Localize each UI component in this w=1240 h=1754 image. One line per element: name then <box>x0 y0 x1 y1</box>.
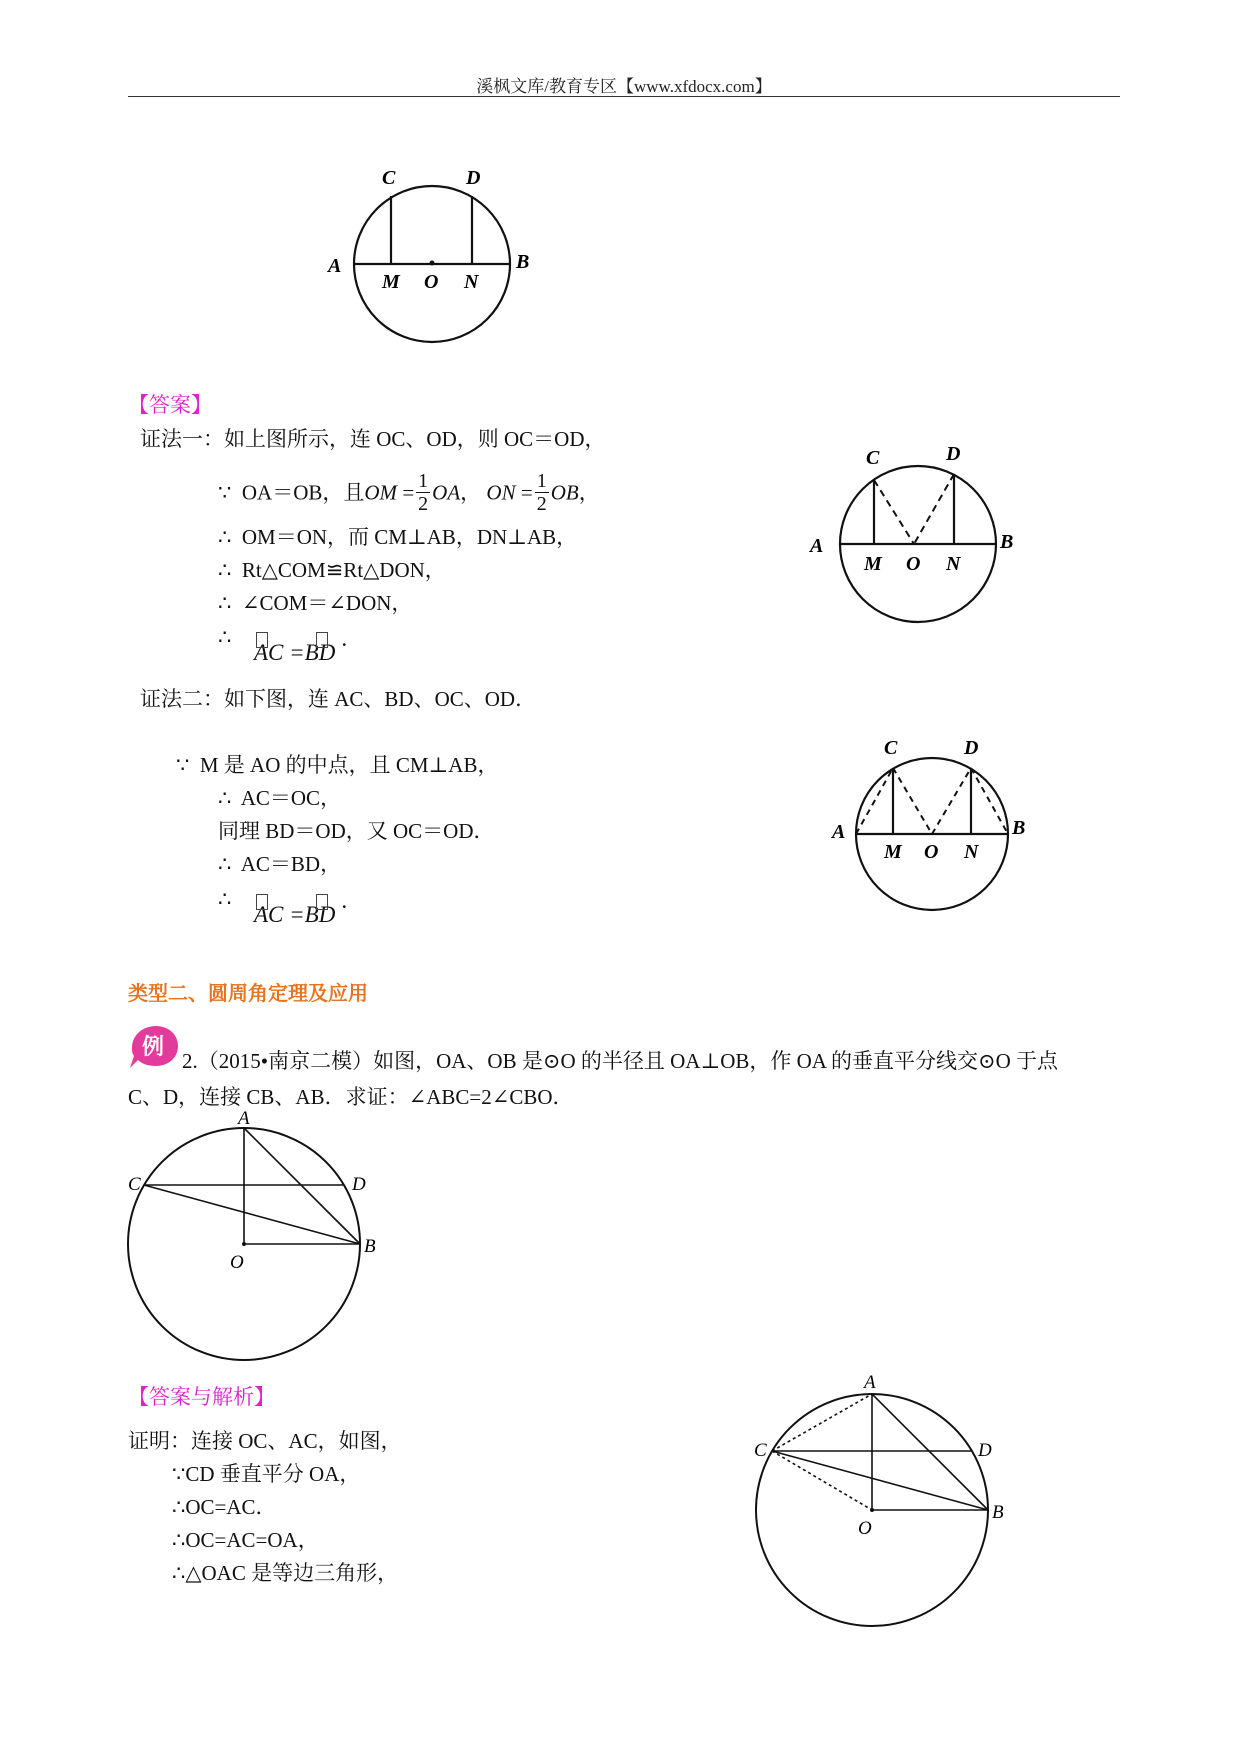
answer2-line2: ∵CD 垂直平分 OA， <box>172 1462 361 1486</box>
fig4-label-d: D <box>352 1174 366 1195</box>
eq-sign-2: = <box>520 480 533 505</box>
answer2-line5: ∴△OAC 是等边三角形， <box>172 1561 399 1585</box>
fraction-num-1: 1 <box>418 470 429 492</box>
arc-equation-1: AC =BD <box>254 640 336 665</box>
fig2-label-o: O <box>906 553 921 575</box>
fig1-label-n: N <box>464 271 479 293</box>
fig5-label-d: D <box>978 1440 992 1461</box>
answer2-heading: 【答案与解析】 <box>128 1385 275 1409</box>
fig1-label-c: C <box>382 167 396 189</box>
fig2-label-c: C <box>866 447 880 469</box>
example2-line1: 2.（2015•南京二模）如图，OA、OB 是⊙O 的半径且 OA⊥OB，作 OA 的垂直平分线交⊙O 于点 <box>182 1049 1059 1073</box>
fraction-den-2: 2 <box>536 493 547 515</box>
example-badge-label: 例 <box>142 1035 165 1060</box>
fraction-den-1: 2 <box>418 493 429 515</box>
fig3-label-m: M <box>884 841 902 863</box>
fig4-label-o: O <box>230 1252 244 1273</box>
proof1-line3-text: Rt△COM≌Rt△DON， <box>241 558 446 582</box>
proof1-line1-pre: OA＝OB，且 <box>241 480 365 505</box>
fig4-label-c: C <box>128 1174 141 1195</box>
fig4-label-a: A <box>238 1110 250 1129</box>
fig1-label-d: D <box>466 167 481 189</box>
fig1-label-m: M <box>382 271 400 293</box>
proof2-line3: 同理 BD＝OD，又 OC＝OD． <box>218 819 495 843</box>
on-term: ON <box>486 480 516 505</box>
proof2-line4 <box>218 851 341 877</box>
because-symbol: ∵ <box>218 480 232 505</box>
figure-5 <box>748 1370 1028 1640</box>
arc-equation-2: AC =BD <box>254 902 336 927</box>
page-header: 溪枫文库/教育专区【www.xfdocx.com】 <box>476 77 772 96</box>
fig2-label-b: B <box>1000 531 1014 553</box>
proof1-line2 <box>218 524 577 550</box>
proof1-intro: 证法一：如上图所示，连 OC、OD，则 OC＝OD， <box>140 427 606 451</box>
arc-mark-ac <box>256 894 268 910</box>
figure-4 <box>120 1110 380 1370</box>
proof1-arc-conclusion <box>254 626 348 666</box>
figure-1 <box>320 160 550 360</box>
fig3-label-a: A <box>832 821 846 843</box>
fraction-half-1 <box>416 470 430 515</box>
therefore-symbol: ∴ <box>218 591 232 615</box>
answer1-heading: 【答案】 <box>128 393 212 417</box>
proof2-intro: 证法二：如下图，连 AC、BD、OC、OD． <box>140 687 537 711</box>
fig2-label-m: M <box>864 553 882 575</box>
fig3-label-o: O <box>924 841 939 863</box>
proof2-line2-text: AC＝OC， <box>240 786 342 810</box>
fig4-label-b: B <box>364 1236 376 1257</box>
proof2-line1-text: M 是 AO 的中点，且 CM⊥AB， <box>199 753 499 777</box>
fig5-label-a: A <box>864 1372 876 1393</box>
fig1-label-a: A <box>328 255 342 277</box>
fig3-label-d: D <box>964 738 979 759</box>
answer2-line4: ∴OC=AC=OA， <box>172 1528 319 1552</box>
arc-mark-bd <box>316 894 328 910</box>
fig2-label-a: A <box>810 535 824 557</box>
comma-1: ， <box>460 480 482 505</box>
fig3-label-n: N <box>964 841 979 863</box>
proof1-line4 <box>218 590 412 616</box>
proof1-line1 <box>218 472 600 517</box>
fraction-num-2: 1 <box>536 470 547 492</box>
proof2-line5-symbol: ∴ <box>218 887 232 911</box>
fig3-label-c: C <box>884 738 898 759</box>
fig1-label-b: B <box>516 251 530 273</box>
therefore-symbol: ∴ <box>218 786 232 810</box>
ob-term: OB <box>550 480 579 505</box>
figure-3 <box>830 738 1040 918</box>
proof1-line4-text: ∠COM＝∠DON， <box>241 591 413 615</box>
fig3-label-b: B <box>1012 817 1026 839</box>
therefore-symbol: ∴ <box>218 525 232 549</box>
period-2: . <box>341 888 348 913</box>
oa-term: OA <box>432 480 461 505</box>
arc-mark-ac <box>256 632 268 648</box>
period-1: . <box>341 626 348 651</box>
section2-title: 类型二、圆周角定理及应用 <box>128 981 368 1005</box>
proof1-line2-text: OM＝ON，而 CM⊥AB，DN⊥AB， <box>241 525 578 549</box>
example-badge-icon <box>128 1022 184 1072</box>
because-symbol: ∵ <box>176 753 190 777</box>
arc-mark-bd <box>316 632 328 648</box>
figure-2 <box>808 444 1028 644</box>
fig1-label-o: O <box>424 271 439 293</box>
proof2-line4-text: AC＝BD， <box>240 852 342 876</box>
proof1-line3 <box>218 557 446 583</box>
answer2-line1: 证明：连接 OC、AC，如图， <box>128 1429 402 1453</box>
proof2-line1 <box>176 752 498 778</box>
proof1-line1-end: ， <box>578 480 600 505</box>
example2-line2: C、D，连接 CB、AB．求证：∠ABC=2∠CBO． <box>128 1085 574 1109</box>
proof2-arc-conclusion <box>254 888 348 928</box>
fig2-label-n: N <box>946 553 961 575</box>
fig5-label-o: O <box>858 1518 872 1539</box>
fraction-half-2 <box>535 470 549 515</box>
fig5-label-c: C <box>754 1440 767 1461</box>
fig5-label-b: B <box>992 1502 1004 1523</box>
proof2-line2 <box>218 785 341 811</box>
header-rule <box>128 96 1120 97</box>
answer2-line3: ∴OC=AC． <box>172 1495 277 1519</box>
proof1-line5-symbol: ∴ <box>218 625 232 649</box>
fig2-label-d: D <box>946 444 961 465</box>
eq-sign-1: = <box>402 480 415 505</box>
therefore-symbol: ∴ <box>218 558 232 582</box>
om-term: OM <box>364 480 398 505</box>
therefore-symbol: ∴ <box>218 852 232 876</box>
